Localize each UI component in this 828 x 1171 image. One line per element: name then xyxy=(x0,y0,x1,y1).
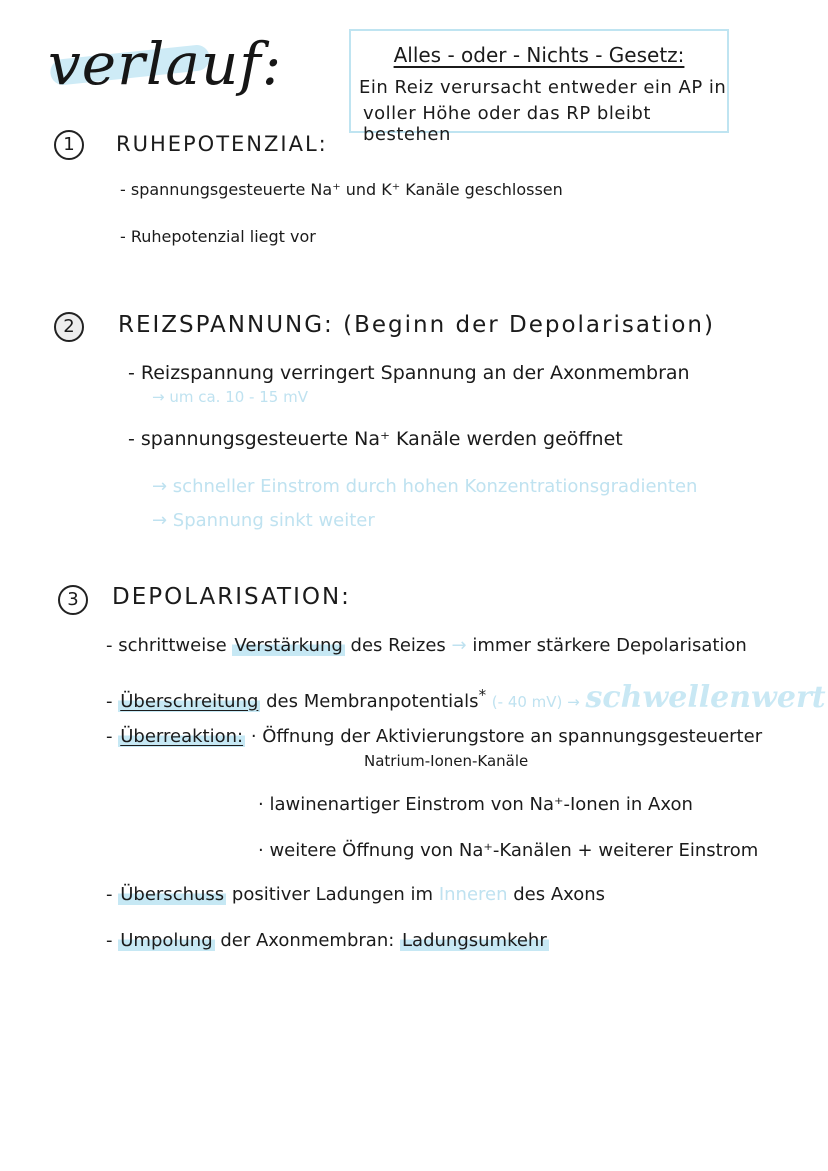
section-2-bullet-2-note-2: → Spannung sinkt weiter xyxy=(152,510,375,531)
line-3-text: · Öffnung der Aktivierungstore an spannungsgesteuerter xyxy=(250,726,763,747)
section-3-heading: DEPOLARISATION: xyxy=(112,584,351,610)
section-2-bullet-1: - Reizspannung verringert Spannung an der Axonmembran xyxy=(128,362,690,384)
line-6-text: positiver Ladungen im xyxy=(231,884,434,905)
line-2-highlight: Überschreitung xyxy=(120,691,259,712)
section-3-line-1 xyxy=(106,635,747,656)
star-icon: * xyxy=(478,686,487,704)
law-title: Alles - oder - Nichts - Gesetz: xyxy=(393,43,685,67)
section-2-number: 2 xyxy=(54,312,84,342)
section-2-bullet-2: - spannungsgesteuerte Na⁺ Kanäle werden geöffnet xyxy=(128,428,623,450)
line-2-dash: - xyxy=(106,691,113,712)
section-1-number: 1 xyxy=(54,130,84,160)
line-2-text: des Membranpotentials xyxy=(266,691,479,712)
line-6-pale: Inneren xyxy=(438,884,508,905)
line-1-prefix: - schrittweise xyxy=(106,635,227,656)
law-box xyxy=(349,29,729,145)
section-2-heading: REIZSPANNUNG: (Beginn der Depolarisation) xyxy=(118,312,715,338)
line-7-highlight-2: Ladungsumkehr xyxy=(402,930,547,951)
line-1-result: immer stärkere Depolarisation xyxy=(472,635,747,656)
page-title: verlauf: xyxy=(48,30,283,98)
section-3-line-5: · weitere Öffnung von Na⁺-Kanälen + weiterer Einstrom xyxy=(258,840,759,861)
line-2-value: (- 40 mV) → xyxy=(491,693,580,711)
section-3-line-7 xyxy=(106,930,549,951)
arrow-icon: → xyxy=(451,635,467,656)
line-3-dash: - xyxy=(106,726,113,747)
section-3-line-4: · lawinenartiger Einstrom von Na⁺-Ionen in Axon xyxy=(258,794,693,815)
line-6-dash: - xyxy=(106,884,113,905)
section-3-line-3 xyxy=(106,726,762,747)
section-1-bullet-1: - spannungsgesteuerte Na⁺ und K⁺ Kanäle geschlossen xyxy=(120,180,563,199)
section-2-bullet-2-note-1: → schneller Einstrom durch hohen Konzentrationsgradienten xyxy=(152,476,698,497)
line-1-middle: des Reizes xyxy=(350,635,446,656)
law-line-1: Ein Reiz verursacht entweder ein AP in xyxy=(359,77,727,98)
section-3-line-3-continued: Natrium-Ionen-Kanäle xyxy=(364,752,529,770)
section-1-heading: RUHEPOTENZIAL: xyxy=(116,132,328,156)
line-7-dash: - xyxy=(106,930,113,951)
section-1-bullet-2: - Ruhepotenzial liegt vor xyxy=(120,227,316,246)
section-3-line-2 xyxy=(106,680,826,715)
section-3-line-6 xyxy=(106,884,605,905)
line-7-text: der Axonmembran: xyxy=(220,930,395,951)
line-1-highlight: Verstärkung xyxy=(234,635,343,656)
law-line-2: voller Höhe oder das RP bleibt bestehen xyxy=(363,103,651,145)
line-3-highlight: Überreaktion: xyxy=(120,726,244,747)
section-3-number: 3 xyxy=(58,585,88,615)
line-7-highlight-1: Umpolung xyxy=(120,930,213,951)
section-2-bullet-1-note: → um ca. 10 - 15 mV xyxy=(152,388,308,406)
line-6-highlight: Überschuss xyxy=(120,884,225,905)
line-6-end: des Axons xyxy=(513,884,606,905)
threshold-label: schwellenwert xyxy=(585,680,826,715)
